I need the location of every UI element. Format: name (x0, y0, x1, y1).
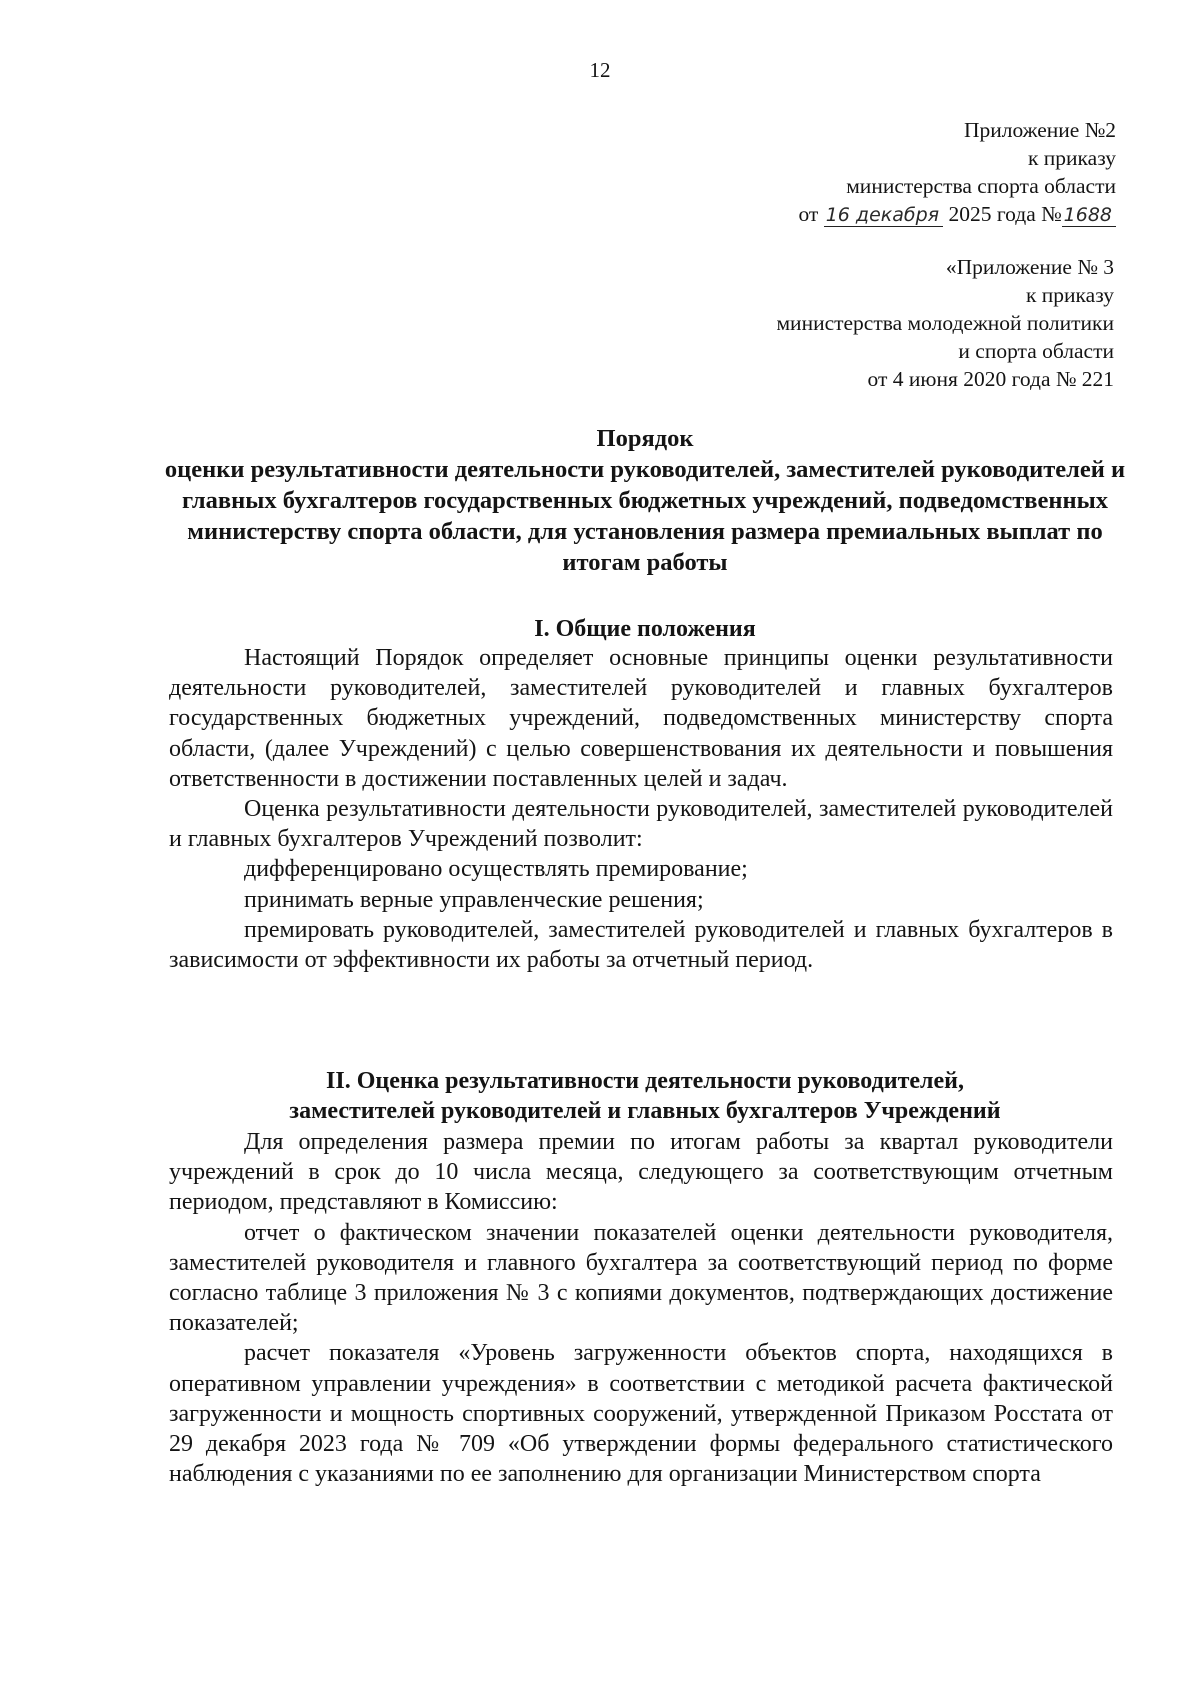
section-1-body (169, 643, 1113, 975)
appendix-3-ministry: министерства молодежной политики (776, 311, 1114, 335)
appendix-3-title: «Приложение № 3 (945, 255, 1114, 279)
appendix-2-ministry: министерства спорта области (846, 174, 1116, 198)
handwritten-date: 16 декабря (824, 204, 943, 227)
appendix-2-date-line (798, 200, 1116, 228)
section-2-heading-line: заместителей руководителей и главных бухгалтеров Учреждений (289, 1098, 1001, 1124)
list-item: дифференцировано осуществлять премирование; (244, 856, 748, 883)
document-title-main: Порядок (596, 425, 694, 452)
appendix-2-title: Приложение №2 (963, 118, 1116, 142)
handwritten-number: 1688 (1062, 204, 1116, 227)
list-item: принимать верные управленческие решения; (244, 886, 704, 913)
document-title (160, 423, 1130, 578)
appendix-3-ministry-cont: и спорта области (958, 339, 1114, 363)
section-2-body (169, 1127, 1113, 1489)
paragraph: Для определения размера премии по итогам работы за квартал руководители учреждений в срок до 10 числа месяца, следующего за соответствующим отчетным периодом, представляют в Комиссию: (169, 1129, 1113, 1216)
document-title-subtitle: оценки результативности деятельности руководителей, заместителей руководителей и главных бухгалтеров государственных бюджетных учреждений, подведомственных министерству спорта области, для установления размера премиальных выплат по итогам работы (164, 456, 1126, 576)
paragraph: Настоящий Порядок определяет основные принципы оценки результативности деятельности руководителей, заместителей руководителей и главных бухгалтеров государственных бюджетных учреждений, подведомственных министерству спорта области, (далее Учреждений) с целью совершенствования их деятельности и повышения ответственности в достижении поставленных целей и задач. (169, 645, 1113, 792)
section-1-heading: I. Общие положения (534, 616, 756, 642)
appendix-2-header (798, 116, 1116, 228)
list-item: расчет показателя «Уровень загруженности объектов спорта, находящихся в оперативном управлении учреждения» в соответствии с методикой расчета фактической загруженности и мощность спортивных сооружений, утвержденной Приказом Росстата от 29 декабря 2023 года № 709 «Об утверждении формы федерального статистического наблюдения с указаниями по ее заполнению для организации Министерством спорта (169, 1340, 1113, 1488)
list-item: отчет о фактическом значении показателей оценки деятельности руководителя, заместителей руководителя и главного бухгалтера за соответствующий период по форме согласно таблице 3 приложения № 3 с копиями документов, подтверждающих достижение показателей; (169, 1219, 1113, 1337)
appendix-3-order-ref: к приказу (1025, 283, 1114, 307)
paragraph: Оценка результативности деятельности руководителей, заместителей руководителей и главных бухгалтеров Учреждений позволит: (169, 796, 1113, 853)
appendix-3-date: от 4 июня 2020 года № 221 (867, 367, 1114, 391)
appendix-3-header (776, 253, 1114, 393)
page-number: 12 (589, 58, 611, 82)
date-prefix: от (798, 202, 819, 226)
section-2-heading-line: II. Оценка результативности деятельности руководителей, (326, 1068, 964, 1094)
appendix-2-order-ref: к приказу (1027, 146, 1116, 170)
date-year: 2025 года № (948, 202, 1062, 226)
section-2-heading (160, 1066, 1130, 1126)
list-item: премировать руководителей, заместителей руководителей и главных бухгалтеров в зависимости от эффективности их работы за отчетный период. (169, 916, 1113, 974)
